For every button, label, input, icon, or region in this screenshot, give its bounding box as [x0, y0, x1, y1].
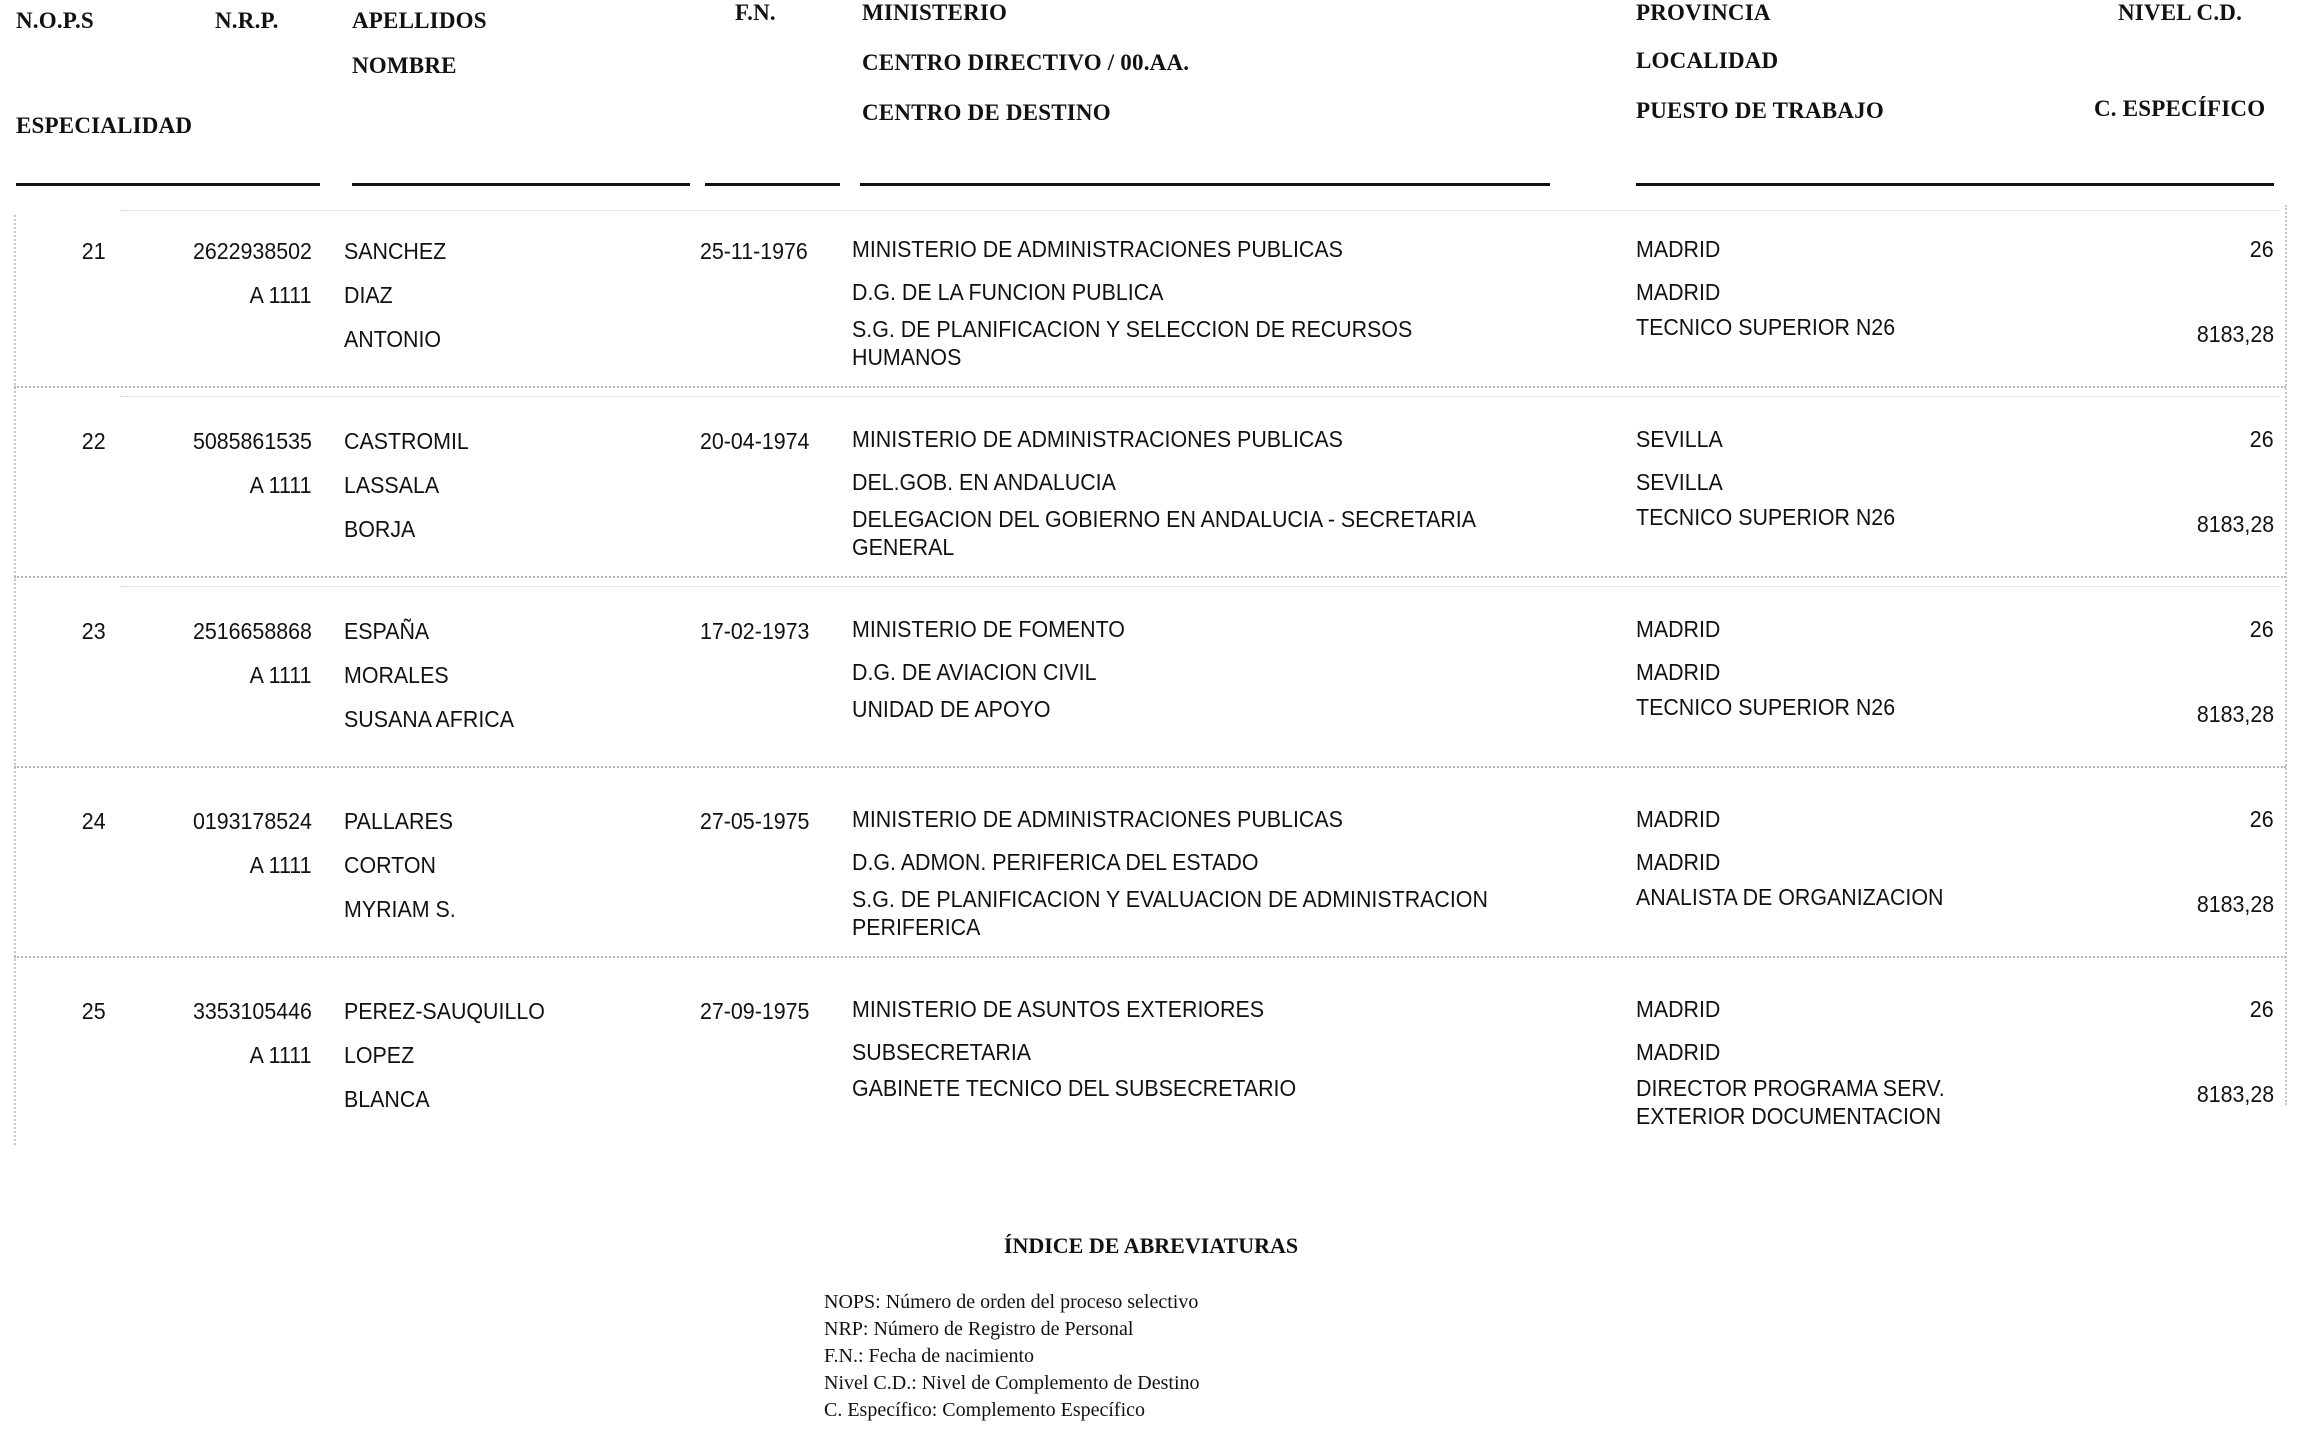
apellido2-value: MORALES [344, 662, 449, 688]
c-especifico-value: 8183,28 [2196, 511, 2274, 537]
nombre-value: SUSANA AFRICA [344, 706, 514, 732]
centro-destino-value: UNIDAD DE APOYO [852, 696, 1051, 722]
header-apellidos: APELLIDOS [352, 8, 487, 33]
especialidad-value: A 1111 [250, 662, 312, 688]
puesto-value: TECNICO SUPERIOR N26 [1636, 504, 1896, 530]
centro-directivo-value: D.G. ADMON. PERIFERICA DEL ESTADO [852, 849, 1259, 875]
c-especifico-value: 8183,28 [2196, 321, 2274, 347]
header-rule [860, 183, 1550, 186]
nops-value: 24 [82, 808, 106, 834]
row-border [120, 210, 2280, 211]
header-ministerio: MINISTERIO [862, 0, 1008, 25]
nrp-value: 2622938502 [193, 238, 312, 264]
index-line: C. Específico: Complemento Específico [824, 1399, 1146, 1421]
puesto-value: ANALISTA DE ORGANIZACION [1636, 884, 1944, 910]
puesto-value: TECNICO SUPERIOR N26 [1636, 314, 1896, 340]
localidad-value: MADRID [1636, 849, 1721, 875]
nivel-cd-value: 26 [2250, 616, 2274, 642]
centro-destino-value: S.G. DE PLANIFICACION Y SELECCION DE RECURSOS HUMANOS [852, 316, 1413, 370]
ministerio-value: MINISTERIO DE FOMENTO [852, 616, 1125, 642]
header-provincia: PROVINCIA [1636, 0, 1771, 25]
row-separator [14, 386, 2286, 388]
nrp-value: 5085861535 [193, 428, 312, 454]
index-line: F.N.: Fecha de nacimiento [824, 1345, 1035, 1367]
row-separator [14, 576, 2286, 578]
nivel-cd-value: 26 [2250, 236, 2274, 262]
header-rule [352, 183, 690, 186]
puesto-value: TECNICO SUPERIOR N26 [1636, 694, 1896, 720]
provincia-value: MADRID [1636, 996, 1721, 1022]
fn-value: 20-04-1974 [700, 428, 810, 454]
fn-value: 17-02-1973 [700, 618, 810, 644]
header-c-especifico: C. ESPECÍFICO [2094, 96, 2266, 121]
especialidad-value: A 1111 [250, 1042, 312, 1068]
fn-value: 27-09-1975 [700, 998, 810, 1024]
centro-directivo-value: D.G. DE LA FUNCION PUBLICA [852, 279, 1164, 305]
header-centro-directivo: CENTRO DIRECTIVO / 00.AA. [862, 50, 1190, 75]
header-rule [705, 183, 840, 186]
header-nivel-cd: NIVEL C.D. [2118, 0, 2243, 25]
apellido1-value: PALLARES [344, 808, 453, 834]
header-localidad: LOCALIDAD [1636, 48, 1779, 73]
nombre-value: BLANCA [344, 1086, 430, 1112]
nivel-cd-value: 26 [2250, 426, 2274, 452]
localidad-value: MADRID [1636, 659, 1721, 685]
nrp-value: 2516658868 [193, 618, 312, 644]
provincia-value: MADRID [1636, 616, 1721, 642]
header-especialidad: ESPECIALIDAD [16, 113, 193, 138]
nops-value: 21 [82, 238, 106, 264]
row-separator [120, 586, 2280, 587]
row-separator [14, 766, 2286, 768]
ministerio-value: MINISTERIO DE ADMINISTRACIONES PUBLICAS [852, 806, 1343, 832]
apellido1-value: SANCHEZ [344, 238, 447, 264]
localidad-value: SEVILLA [1636, 469, 1723, 495]
apellido1-value: CASTROMIL [344, 428, 469, 454]
apellido1-value: PEREZ-SAUQUILLO [344, 998, 545, 1024]
fn-value: 27-05-1975 [700, 808, 810, 834]
index-line: Nivel C.D.: Nivel de Complemento de Destino [824, 1372, 1200, 1394]
localidad-value: MADRID [1636, 279, 1721, 305]
nops-value: 23 [82, 618, 106, 644]
provincia-value: MADRID [1636, 806, 1721, 832]
apellido1-value: ESPAÑA [344, 618, 430, 644]
index-title: ÍNDICE DE ABREVIATURAS [1003, 1233, 1299, 1258]
apellido2-value: CORTON [344, 852, 436, 878]
ministerio-value: MINISTERIO DE ADMINISTRACIONES PUBLICAS [852, 236, 1343, 262]
header-fn: F.N. [735, 0, 776, 25]
centro-directivo-value: DEL.GOB. EN ANDALUCIA [852, 469, 1116, 495]
nombre-value: BORJA [344, 516, 416, 542]
centro-directivo-value: SUBSECRETARIA [852, 1039, 1032, 1065]
provincia-value: SEVILLA [1636, 426, 1723, 452]
ministerio-value: MINISTERIO DE ASUNTOS EXTERIORES [852, 996, 1265, 1022]
nivel-cd-value: 26 [2250, 996, 2274, 1022]
c-especifico-value: 8183,28 [2196, 701, 2274, 727]
nrp-value: 0193178524 [193, 808, 312, 834]
c-especifico-value: 8183,28 [2196, 1081, 2274, 1107]
apellido2-value: LASSALA [344, 472, 440, 498]
row-separator [14, 956, 2286, 958]
apellido2-value: LOPEZ [344, 1042, 415, 1068]
nombre-value: ANTONIO [344, 326, 442, 352]
provincia-value: MADRID [1636, 236, 1721, 262]
index-line: NOPS: Número de orden del proceso selectivo [824, 1291, 1199, 1313]
nivel-cd-value: 26 [2250, 806, 2274, 832]
puesto-value: DIRECTOR PROGRAMA SERV. EXTERIOR DOCUMENTACION [1636, 1075, 1945, 1129]
row-separator [120, 396, 2280, 397]
header-nrp: N.R.P. [215, 8, 279, 33]
nops-value: 25 [82, 998, 106, 1024]
centro-destino-value: GABINETE TECNICO DEL SUBSECRETARIO [852, 1075, 1297, 1101]
index-line: NRP: Número de Registro de Personal [824, 1318, 1134, 1340]
nrp-value: 3353105446 [193, 998, 312, 1024]
ministerio-value: MINISTERIO DE ADMINISTRACIONES PUBLICAS [852, 426, 1343, 452]
header-centro-destino: CENTRO DE DESTINO [862, 100, 1111, 125]
header-nombre: NOMBRE [352, 53, 457, 78]
especialidad-value: A 1111 [250, 472, 312, 498]
header-rule [16, 183, 320, 186]
header-rule [1636, 183, 2274, 186]
centro-destino-value: DELEGACION DEL GOBIERNO EN ANDALUCIA - SECRETARIA GENERAL [852, 506, 1475, 560]
apellido2-value: DIAZ [344, 282, 393, 308]
centro-destino-value: S.G. DE PLANIFICACION Y EVALUACION DE ADMINISTRACION PERIFERICA [852, 886, 1488, 940]
nops-value: 22 [82, 428, 106, 454]
header-puesto-trabajo: PUESTO DE TRABAJO [1636, 98, 1884, 123]
centro-directivo-value: D.G. DE AVIACION CIVIL [852, 659, 1097, 685]
header-nops: N.O.P.S [16, 8, 94, 33]
nombre-value: MYRIAM S. [344, 896, 456, 922]
c-especifico-value: 8183,28 [2196, 891, 2274, 917]
localidad-value: MADRID [1636, 1039, 1721, 1065]
especialidad-value: A 1111 [250, 282, 312, 308]
especialidad-value: A 1111 [250, 852, 312, 878]
table-left-border [14, 215, 16, 1145]
fn-value: 25-11-1976 [700, 238, 808, 264]
table-right-border [2285, 205, 2287, 1105]
